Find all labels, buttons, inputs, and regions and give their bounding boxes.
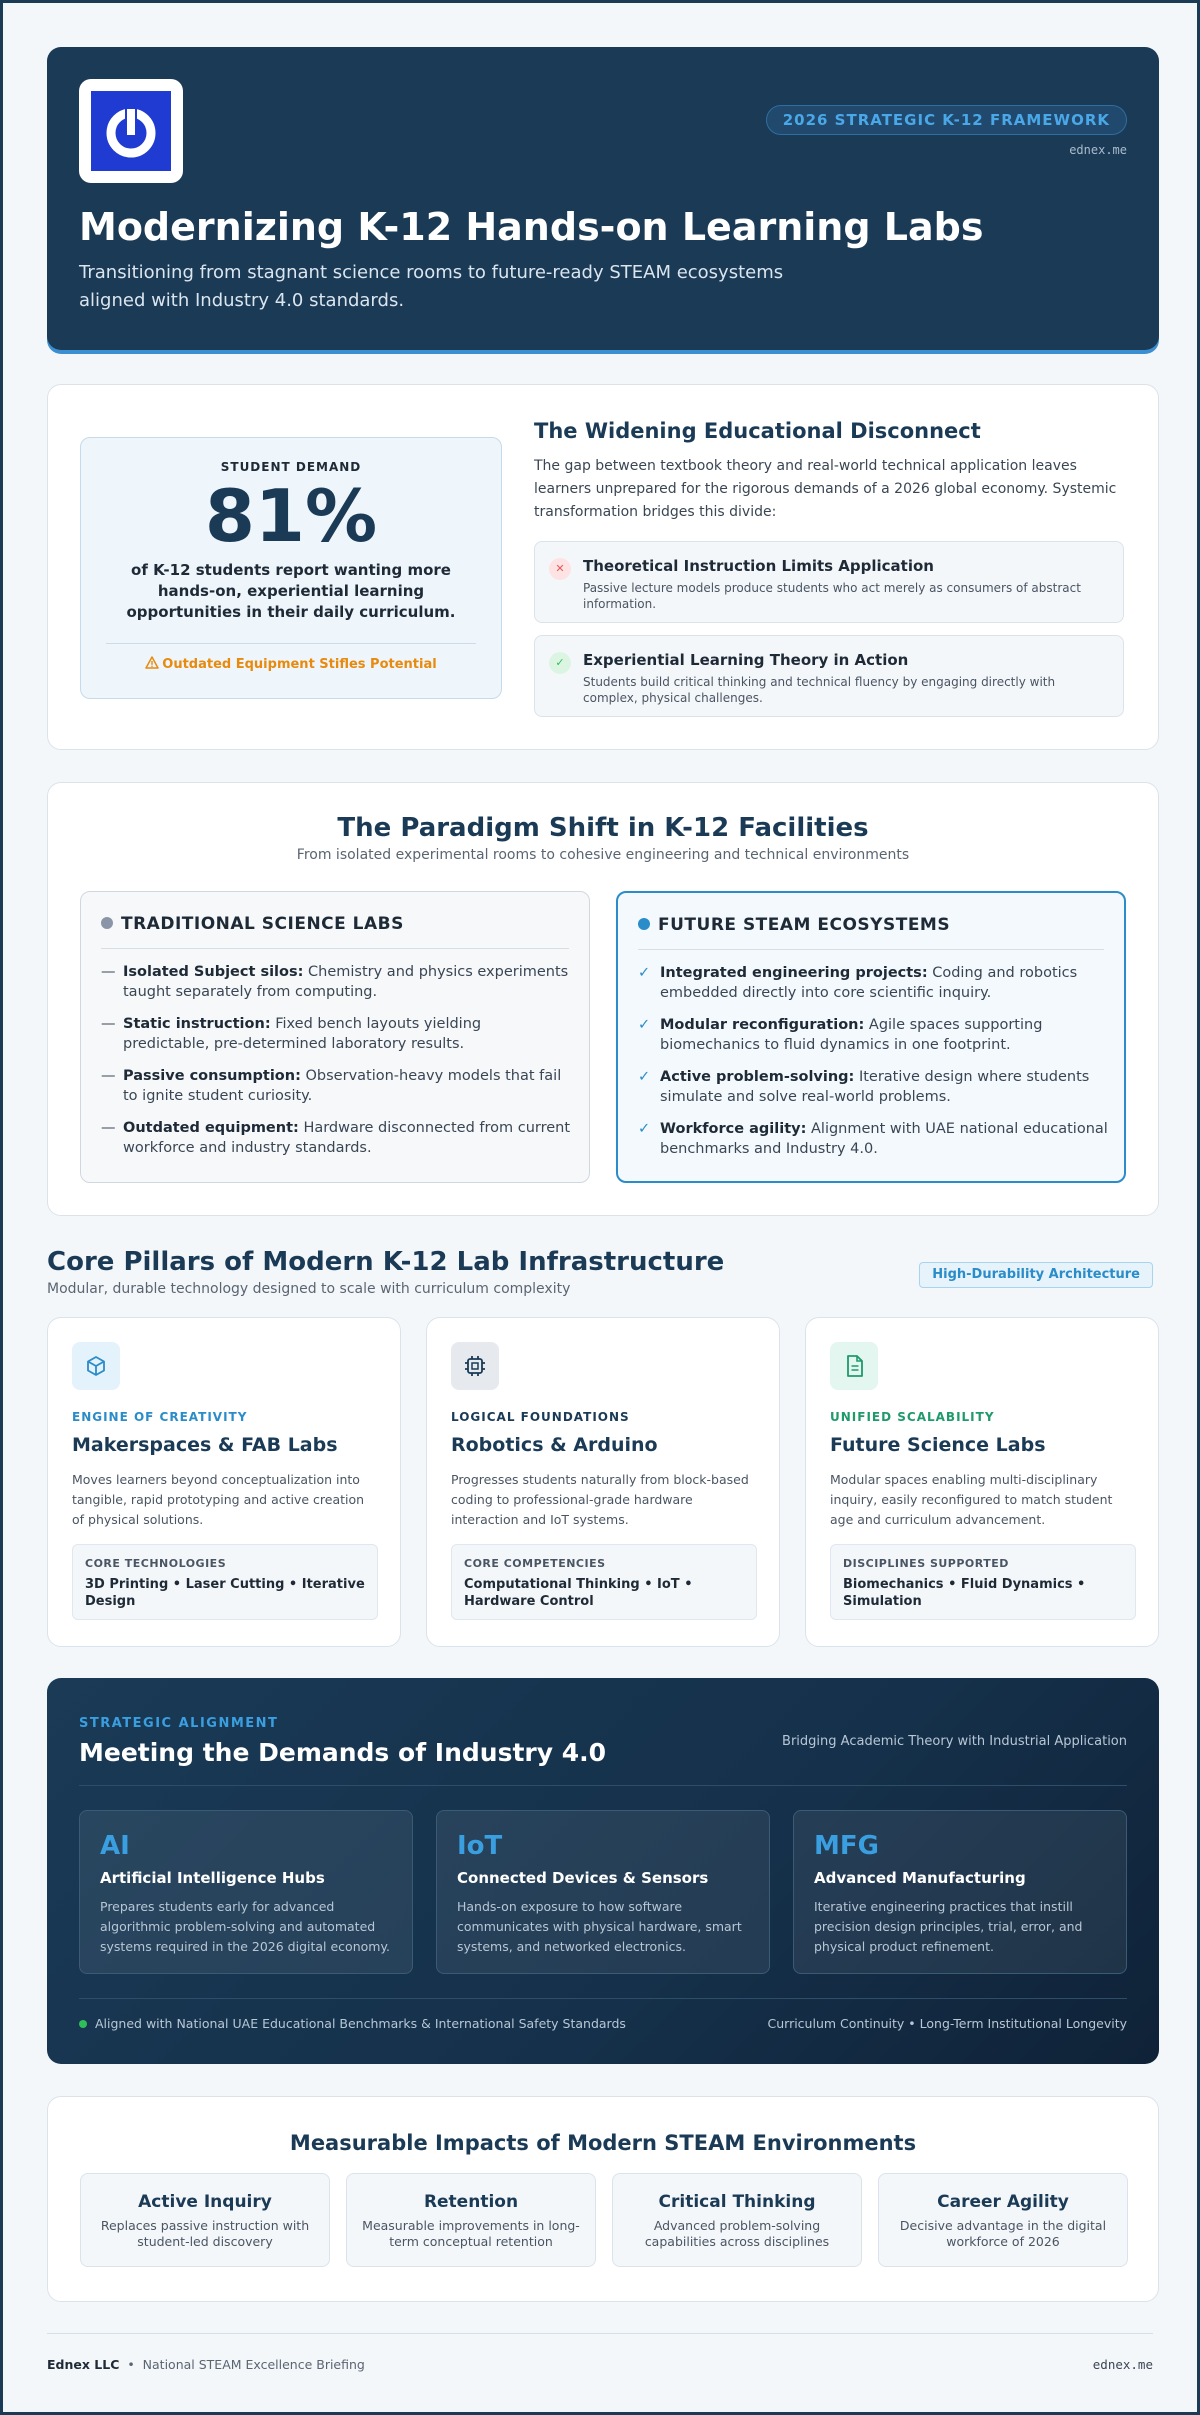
- impacts-section: [47, 2096, 1159, 2302]
- list-item: [101, 962, 571, 1002]
- divider: [79, 1785, 1127, 1786]
- pillar-name: Makerspaces & FAB Labs: [72, 1434, 338, 1456]
- industry-section: [47, 1678, 1159, 2064]
- column-heading-text: TRADITIONAL SCIENCE LABS: [121, 914, 404, 934]
- cube-icon: [72, 1342, 120, 1390]
- pillar-name: Robotics & Arduino: [451, 1434, 658, 1456]
- impact-name: Retention: [423, 2192, 519, 2212]
- industry-title: Meeting the Demands of Industry 4.0: [79, 1738, 607, 1767]
- disconnect-section: [47, 384, 1159, 750]
- footer-separator: •: [127, 2357, 135, 2372]
- divider: [79, 1998, 1127, 1999]
- divider: [638, 949, 1104, 950]
- industry-card-mfg: [793, 1810, 1127, 1974]
- check-icon: ✓: [549, 652, 571, 674]
- item-text: Iterative design where students simulate and solve real-world problems.: [660, 1069, 1090, 1105]
- continuity-note: Curriculum Continuity • Long-Term Institutional Longevity: [767, 2016, 1127, 2031]
- pillar-category: LOGICAL FOUNDATIONS: [451, 1410, 630, 1424]
- paradigm-subtitle: From isolated experimental rooms to cohesive engineering and technical environments: [296, 847, 910, 863]
- footer-divider: [47, 2333, 1153, 2334]
- disconnect-text: The gap between textbook theory and real-world technical application leaves learners unprepared for the rigorous demands of a 2026 global economy. Systemic transformation bridges this divide:: [534, 458, 1117, 520]
- disconnect-item-desc: Passive lecture models produce students who act merely as consumers of abstract information.: [583, 581, 1081, 611]
- impact-desc: Measurable improvements in long-term conceptual retention: [362, 2218, 580, 2249]
- durability-badge: High-Durability Architecture: [919, 1262, 1153, 1288]
- traditional-list: [101, 962, 571, 1170]
- impact-card: [80, 2173, 330, 2267]
- list-item: [638, 1067, 1108, 1107]
- list-item: [638, 1015, 1108, 1055]
- item-bold: Active problem-solving:: [660, 1069, 855, 1085]
- item-bold: Workforce agility:: [660, 1121, 807, 1137]
- header-url[interactable]: ednex.me: [1069, 143, 1127, 157]
- stat-value: 81%: [204, 474, 378, 558]
- pillar-desc: Moves learners beyond conceptualization into tangible, rapid prototyping and active creation of physical solutions.: [72, 1472, 365, 1527]
- page-subtitle: Transitioning from stagnant science rooms to future-ready STEAM ecosystems aligned with Industry 4.0 standards.: [79, 262, 784, 311]
- pillars-title: Core Pillars of Modern K-12 Lab Infrastructure: [47, 1247, 725, 1277]
- item-text: Observation-heavy models that fail to ignite student curiosity.: [123, 1068, 562, 1104]
- divider: [106, 643, 476, 644]
- check-icon: ✓: [638, 1017, 651, 1033]
- list-item: [101, 1014, 571, 1054]
- status-dot-icon: [79, 2020, 87, 2028]
- item-bold: Outdated equipment:: [123, 1120, 299, 1136]
- impact-name: Critical Thinking: [658, 2192, 816, 2212]
- divider: [101, 948, 569, 949]
- item-text: Coding and robotics embedded directly into core scientific inquiry.: [660, 965, 1078, 1001]
- disconnect-item-title: Experiential Learning Theory in Action: [583, 651, 909, 669]
- pillar-card-science-labs: [805, 1317, 1159, 1647]
- footer-url[interactable]: ednex.me: [1092, 2357, 1153, 2372]
- power-logo-icon: [91, 91, 171, 171]
- impact-card: [612, 2173, 862, 2267]
- pillar-desc: Modular spaces enabling multi-disciplinary inquiry, easily reconfigured to match student age and curriculum advancement.: [830, 1472, 1113, 1527]
- disconnect-item-desc: Students build critical thinking and technical fluency by engaging directly with complex, physical challenges.: [583, 675, 1056, 705]
- company-name: Ednex LLC: [47, 2357, 120, 2372]
- list-item: [638, 963, 1108, 1003]
- item-text: Agile spaces supporting biomechanics to fluid dynamics in one footprint.: [660, 1017, 1043, 1053]
- warning-icon: [145, 656, 159, 669]
- dash-icon: —: [101, 964, 116, 980]
- industry-card-abbr: AI: [100, 1831, 130, 1861]
- disconnect-item: [534, 541, 1124, 623]
- future-list: [638, 963, 1108, 1171]
- pillar-detail-label: CORE TECHNOLOGIES: [85, 1557, 227, 1570]
- dash-icon: —: [101, 1068, 116, 1084]
- industry-card-ai: [79, 1810, 413, 1974]
- pillar-detail-box: [72, 1544, 378, 1620]
- industry-card-desc: Hands-on exposure to how software communicates with physical hardware, smart systems, and networked electronics.: [457, 1899, 742, 1954]
- framework-badge: 2026 STRATEGIC K-12 FRAMEWORK: [766, 105, 1127, 135]
- stat-label: STUDENT DEMAND: [220, 460, 362, 474]
- chip-icon: [451, 1342, 499, 1390]
- item-bold: Modular reconfiguration:: [660, 1017, 865, 1033]
- check-icon: ✓: [638, 1121, 651, 1137]
- disconnect-title: The Widening Educational Disconnect: [534, 419, 981, 443]
- dot-icon: [101, 917, 113, 929]
- pillar-category: UNIFIED SCALABILITY: [830, 1410, 995, 1424]
- industry-card-abbr: IoT: [457, 1831, 503, 1861]
- check-icon: ✓: [638, 965, 651, 981]
- pillar-category: ENGINE OF CREATIVITY: [72, 1410, 248, 1424]
- close-icon: ✕: [549, 558, 571, 580]
- item-text: Alignment with UAE national educational benchmarks and Industry 4.0.: [660, 1121, 1108, 1157]
- document-icon: [830, 1342, 878, 1390]
- list-item: [101, 1066, 571, 1106]
- page-title: Modernizing K-12 Hands-on Learning Labs: [79, 205, 984, 249]
- impact-desc: Decisive advantage in the digital workforce of 2026: [899, 2218, 1107, 2249]
- footer-credit: [47, 2357, 365, 2372]
- check-icon: ✓: [638, 1069, 651, 1085]
- impact-desc: Advanced problem-solving capabilities across disciplines: [644, 2218, 830, 2249]
- item-bold: Integrated engineering projects:: [660, 965, 928, 981]
- benchmark-note: [79, 2016, 626, 2031]
- column-heading-text: FUTURE STEAM ECOSYSTEMS: [658, 915, 951, 935]
- dash-icon: —: [101, 1120, 116, 1136]
- future-ecosystems-column: [616, 891, 1126, 1183]
- item-bold: Passive consumption:: [123, 1068, 301, 1084]
- hero-header: [47, 47, 1159, 350]
- column-heading: [638, 915, 950, 935]
- pillar-detail-value: 3D Printing • Laser Cutting • Iterative Design: [85, 1577, 365, 1609]
- pillar-card-makerspaces: [47, 1317, 401, 1647]
- industry-card-name: Artificial Intelligence Hubs: [100, 1869, 325, 1887]
- item-bold: Isolated Subject silos:: [123, 964, 304, 980]
- dot-icon: [638, 918, 650, 930]
- industry-card-name: Connected Devices & Sensors: [457, 1869, 709, 1887]
- impact-desc: Replaces passive instruction with student-led discovery: [100, 2218, 310, 2249]
- industry-card-desc: Iterative engineering practices that instill precision design principles, trial, error, and physical product refinement.: [814, 1899, 1083, 1954]
- item-text: Chemistry and physics experiments taught separately from computing.: [123, 964, 569, 1000]
- briefing-name: National STEAM Excellence Briefing: [142, 2357, 365, 2372]
- pillar-detail-box: [451, 1544, 757, 1620]
- pillar-name: Future Science Labs: [830, 1434, 1046, 1456]
- dash-icon: —: [101, 1016, 116, 1032]
- traditional-labs-column: [80, 891, 590, 1183]
- pillar-detail-label: DISCIPLINES SUPPORTED: [843, 1557, 1009, 1570]
- column-heading: [101, 914, 404, 934]
- industry-card-iot: [436, 1810, 770, 1974]
- disconnect-item-title: Theoretical Instruction Limits Application: [583, 557, 934, 575]
- industry-tagline: Bridging Academic Theory with Industrial Application: [782, 1734, 1127, 1749]
- impact-name: Active Inquiry: [138, 2192, 272, 2212]
- impact-name: Career Agility: [937, 2192, 1069, 2212]
- impacts-title: Measurable Impacts of Modern STEAM Environments: [289, 2131, 917, 2155]
- pillar-card-robotics: [426, 1317, 780, 1647]
- industry-card-name: Advanced Manufacturing: [814, 1869, 1026, 1887]
- disconnect-item: [534, 635, 1124, 717]
- pillars-subtitle: Modular, durable technology designed to scale with curriculum complexity: [47, 1281, 571, 1297]
- paradigm-title: The Paradigm Shift in K-12 Facilities: [337, 813, 869, 843]
- warning-note: [81, 656, 501, 672]
- impact-card: [878, 2173, 1128, 2267]
- pillar-detail-label: CORE COMPETENCIES: [464, 1557, 606, 1570]
- student-demand-stat: [80, 437, 502, 699]
- paradigm-section: [47, 782, 1159, 1216]
- impact-card: [346, 2173, 596, 2267]
- pillar-desc: Progresses students naturally from block-based coding to professional-grade hardware interaction and IoT systems.: [451, 1472, 749, 1527]
- item-text: Hardware disconnected from current workforce and industry standards.: [123, 1120, 571, 1156]
- item-text: Fixed bench layouts yielding predictable, pre-determined laboratory results.: [123, 1016, 482, 1052]
- industry-card-desc: Prepares students early for advanced algorithmic problem-solving and automated systems required in the 2026 digital economy.: [100, 1899, 391, 1954]
- pillar-detail-value: Biomechanics • Fluid Dynamics • Simulation: [843, 1577, 1086, 1609]
- industry-card-abbr: MFG: [814, 1831, 879, 1861]
- pillar-detail-box: [830, 1544, 1136, 1620]
- warning-text: Outdated Equipment Stifles Potential: [162, 657, 437, 672]
- list-item: [638, 1119, 1108, 1159]
- benchmark-text: Aligned with National UAE Educational Benchmarks & International Safety Standards: [95, 2016, 626, 2031]
- logo: [79, 79, 183, 183]
- industry-kicker: STRATEGIC ALIGNMENT: [79, 1716, 279, 1731]
- stat-description: of K-12 students report wanting more hands-on, experiential learning opportunities in their daily curriculum.: [126, 561, 456, 621]
- pillar-detail-value: Computational Thinking • IoT • Hardware Control: [464, 1577, 693, 1609]
- item-bold: Static instruction:: [123, 1016, 271, 1032]
- list-item: [101, 1118, 571, 1158]
